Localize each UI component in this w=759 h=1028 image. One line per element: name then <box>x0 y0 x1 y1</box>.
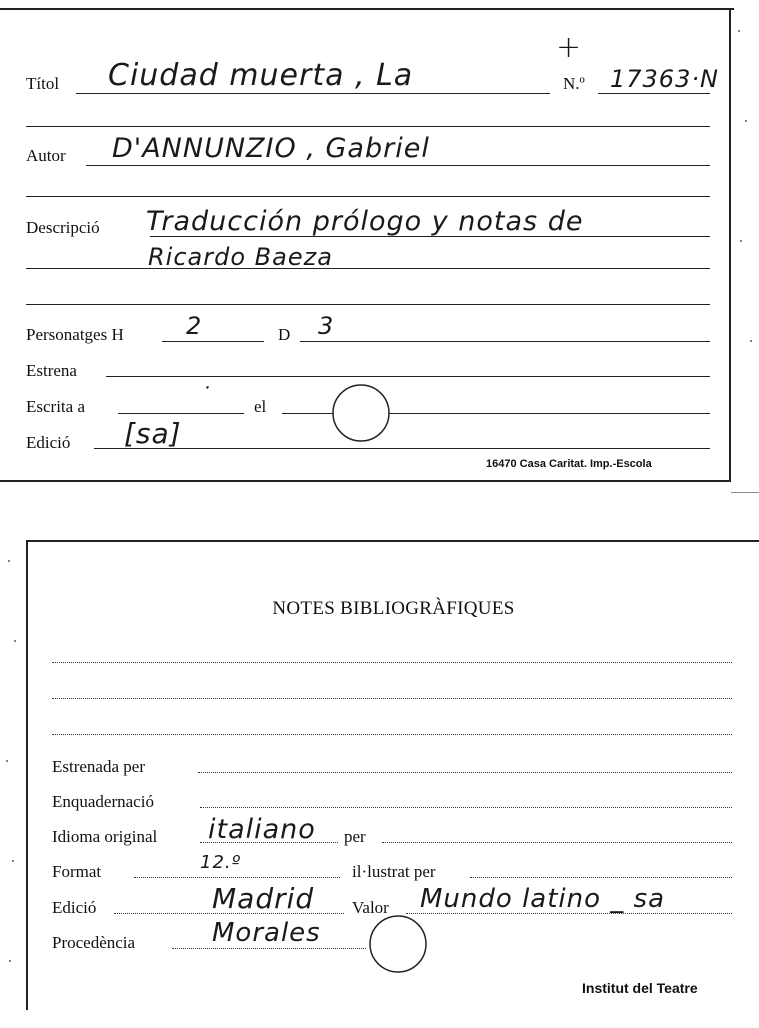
speck <box>14 640 16 642</box>
personatges-label: Personatges H <box>26 325 124 344</box>
per-line <box>382 842 732 843</box>
speck <box>8 560 10 562</box>
enquadernacio-label: Enquadernació <box>52 792 154 811</box>
personatges-d-value: 3 <box>318 312 335 340</box>
format-label: Format <box>52 862 102 881</box>
autor-value: D'ANNUNZIO , Gabriel <box>112 133 430 164</box>
estrena-label: Estrena <box>26 361 77 380</box>
titol-label: Títol <box>26 74 60 93</box>
per-label: per <box>344 827 366 846</box>
edicio-label-front: Edició <box>26 433 71 452</box>
stamp-circle-back <box>368 914 428 974</box>
estrena-line <box>106 376 710 377</box>
printer-note: 16470 Casa Caritat. Imp.-Escola <box>486 458 652 470</box>
idioma-value: italiano <box>208 814 316 845</box>
notes-line-1 <box>52 662 732 663</box>
personatges-d-line <box>300 341 710 342</box>
format-line <box>134 877 340 878</box>
card-front-top-edge <box>0 8 734 10</box>
el-label: el <box>254 397 267 416</box>
personatges-h-value: 2 <box>186 312 203 340</box>
num-value: 17363·N <box>610 65 719 93</box>
personatges-h-line <box>162 341 264 342</box>
valor-value: Mundo latino _ sa <box>420 884 666 914</box>
titol-value: Ciudad muerta , La <box>108 58 414 93</box>
speck <box>738 30 740 32</box>
speck <box>740 240 742 242</box>
illustrat-label: il·lustrat per <box>352 862 436 881</box>
blank-line-2 <box>26 196 710 197</box>
autor-line <box>86 165 710 166</box>
speck <box>9 960 11 962</box>
estrenada-label: Estrenada per <box>52 757 145 776</box>
edicio-value-front: [sa] <box>124 417 182 450</box>
escrita-label: Escrita a <box>26 397 85 416</box>
blank-line-1 <box>26 126 710 127</box>
personatges-d-label: D <box>278 325 291 344</box>
speck <box>750 340 752 342</box>
num-label: N.º <box>563 74 585 93</box>
descripcio-value-line2: Ricardo Baeza <box>148 243 333 271</box>
notes-heading: NOTES BIBLIOGRÀFIQUES <box>272 598 515 619</box>
edicio-value-back: Madrid <box>212 882 315 915</box>
enquadernacio-line <box>200 807 732 808</box>
cross-mark: + <box>556 30 583 65</box>
procedencia-label: Procedència <box>52 933 136 952</box>
edicio-line-front <box>94 448 710 449</box>
notes-line-3 <box>52 734 732 735</box>
escrita-line <box>118 413 244 414</box>
card-front-bottom-edge <box>0 480 731 482</box>
speck <box>6 760 8 762</box>
illustrat-line <box>470 877 732 878</box>
notes-line-2 <box>52 698 732 699</box>
card-back-top-edge <box>26 540 759 542</box>
card-front-right-edge <box>729 8 731 482</box>
escrita-value: ˙ <box>200 384 212 409</box>
edicio-label-back: Edició <box>52 898 97 917</box>
descripcio-label: Descripció <box>26 218 100 237</box>
separator-line <box>731 492 759 493</box>
format-value: 12.º <box>200 852 242 873</box>
idioma-label: Idioma original <box>52 827 158 846</box>
descripcio-line-2 <box>26 268 710 269</box>
procedencia-line <box>172 948 366 949</box>
procedencia-value: Morales <box>212 918 321 948</box>
blank-line-3 <box>26 304 710 305</box>
autor-label: Autor <box>26 146 66 165</box>
institution-name: Institut del Teatre <box>582 980 698 996</box>
speck <box>12 860 14 862</box>
estrenada-line <box>198 772 732 773</box>
titol-line <box>76 93 550 94</box>
descripcio-value-line1: Traducción prólogo y notas de <box>146 206 584 237</box>
valor-label: Valor <box>352 898 389 917</box>
num-line <box>598 93 710 94</box>
stamp-circle-front <box>331 383 391 443</box>
speck <box>745 120 747 122</box>
